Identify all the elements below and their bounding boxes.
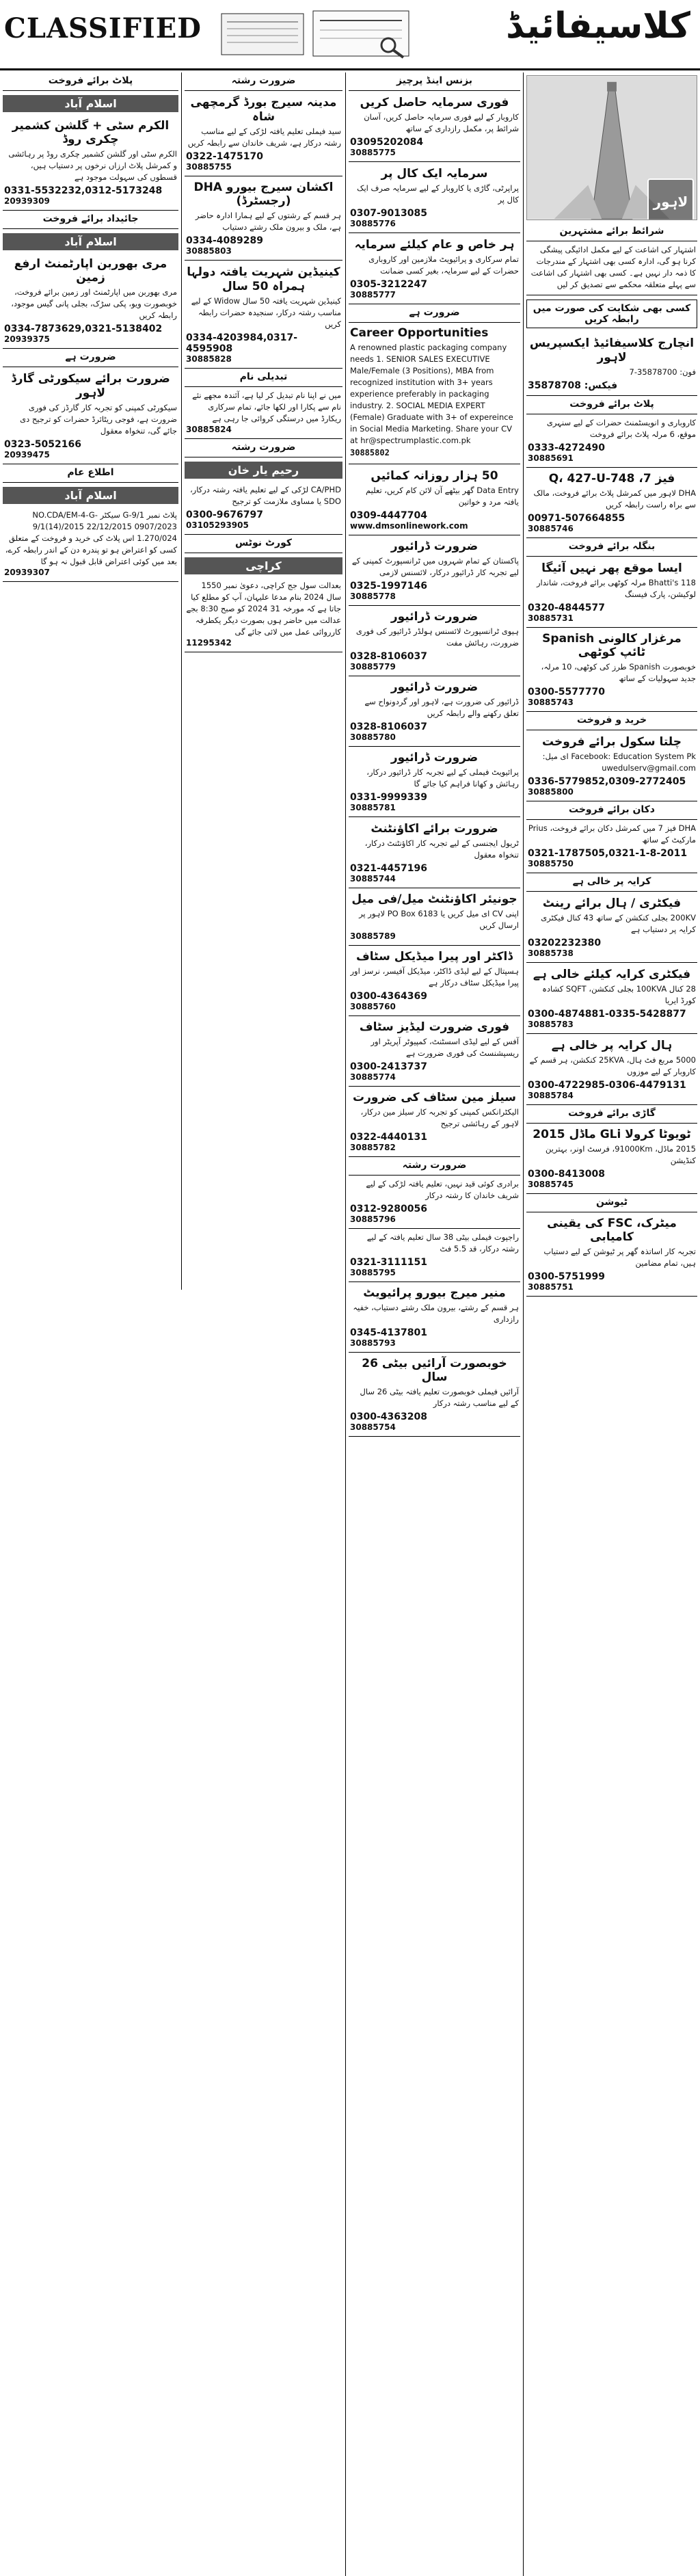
classified-ad [3, 367, 178, 464]
ad-phone: 0321-4457196 [350, 863, 427, 874]
classified-ad [3, 253, 178, 349]
ad-code: 30885783 [528, 1020, 574, 1029]
ad-code: 30885760 [350, 1002, 396, 1011]
city-banner: اسلام آباد [3, 233, 178, 250]
ad-phone: 0300-5577770 [528, 687, 605, 698]
minar-photo [526, 75, 697, 220]
ad-code: 30885751 [528, 1282, 574, 1292]
ad-body: اشتہار کی اشاعت کے لیے مکمل ادائیگی پیشگی کرنا ہو گی، ادارہ کسی بھی اشتہار کے مندرجات کا ذمہ دار نہیں ہے۔ کسی بھی اشتہار کی اشاعت سے پہلے متعلقہ محکمے سے تصدیق کر لیں [530, 245, 696, 289]
ad-code: 30885776 [350, 219, 396, 228]
ad-code: 30885777 [350, 290, 396, 300]
ad-body: بعدالت سول جج کراچی، دعویٰ نمبر 1550 سال 2024 بنام مدعا علیہان، آپ کو مطلع کیا جاتا ہے کہ مورخہ 31 2024 کو صبح 8:30 بجے عدالت میں حاضر ہوں بصورت دیگر یکطرفہ کارروائی عمل میں لائی جائے گی [186, 581, 341, 637]
ad-code: 30885775 [350, 148, 396, 157]
ad-title: ٹویوٹا کرولا GLi ماڈل 2015 [533, 1128, 691, 1141]
ad-body: آرائیں فیملی خوبصورت تعلیم یافتہ بیٹی 26 سال کے لیے مناسب رشتہ درکار [360, 1387, 519, 1408]
ad-phone: 0309-4447704 [350, 510, 427, 521]
ad-body: فون: 35878700-7 [629, 367, 696, 377]
classified-ad [349, 676, 520, 747]
ad-body: الکرم سٹی اور گلشن کشمیر چکری روڈ پر رہائشی و کمرشل پلاٹ ارزاں نرخوں پر دستیاب ہیں، قسطوں کی سہولت موجود ہے [8, 149, 177, 182]
ad-title: ہال کرایہ پر خالی ہے [551, 1039, 673, 1052]
ad-title: جونیئر اکاؤنٹنٹ میل/فی میل [351, 892, 517, 906]
ad-body: DHA فیز 7 میں کمرشل دکان برائے فروخت، Prius مارکیٹ کے ساتھ [528, 823, 696, 845]
ad-title: مرغزار کالونی Spanish ٹائپ کوٹھی [542, 632, 682, 659]
classified-ad [349, 233, 520, 304]
ad-code: 30885796 [350, 1214, 396, 1224]
column-3 [345, 72, 523, 2576]
ad-phone: 0312-9280056 [350, 1204, 427, 1214]
ad-title: فیکٹری / ہال برائے رینٹ [542, 897, 682, 910]
ad-code: 20939475 [4, 450, 50, 460]
classified-ad [349, 817, 520, 888]
ad-phone: 0300-4722985-0306-4479131 [528, 1080, 686, 1091]
section-heading: پلاٹ برائے فروخت [526, 396, 697, 414]
ad-phone: 0320-4844577 [528, 602, 605, 613]
ad-title: ڈاکٹر اور پیرا میڈیکل سٹاف [356, 950, 513, 964]
section-heading: اطلاع عام [3, 464, 178, 483]
masthead-title-urdu: کلاسیفائیڈ [506, 5, 690, 47]
ad-title: انچارج کلاسیفائیڈ ایکسپریس لاہور [529, 336, 695, 364]
section-heading: جائیداد برائے فروخت [3, 211, 178, 229]
classified-ad [349, 1229, 520, 1282]
ad-phone: 0300-2413737 [350, 1061, 427, 1072]
classified-ad [349, 91, 520, 162]
section-heading: ٹیوشن [526, 1194, 697, 1212]
ad-body: کاروبار کے لیے فوری سرمایہ حاصل کریں، آسان شرائط پر، مکمل رازداری کے ساتھ [364, 112, 519, 133]
ad-phone: 0322-1475170 [186, 151, 263, 162]
ad-title: 50 ہزار روزانہ کمائیں [371, 469, 498, 483]
ad-code: 30885793 [350, 1338, 396, 1348]
ad-body: خوبصورت Spanish طرز کی کوٹھی، 10 مرلہ، جدید سہولیات کے ساتھ [541, 662, 696, 683]
classified-ad [349, 1282, 520, 1353]
ad-phone: 0325-1997146 [350, 581, 427, 592]
ad-body: تمام سرکاری و پرائیویٹ ملازمین اور کاروباری حضرات کے لیے سرمایہ، بغیر کسی ضمانت [368, 254, 519, 276]
ad-body: سیکورٹی کمپنی کو تجربہ کار گارڈز کی فوری ضرورت ہے، فوجی ریٹائرڈ حضرات کو ترجیح دی جائے گی، تنخواہ معقول [20, 403, 177, 436]
ad-body: الیکٹرانکس کمپنی کو تجربہ کار سیلز مین درکار، لاہور کے رہائشی ترجیح [360, 1107, 519, 1128]
classified-ad [349, 162, 520, 233]
classified-ad [185, 176, 342, 261]
ad-phone: 0328-8106037 [350, 721, 427, 732]
city-banner: رحیم یار خان [185, 462, 342, 479]
ad-phone: 0336-5779852,0309-2772405 [528, 776, 686, 787]
ad-code: 30885745 [528, 1180, 574, 1189]
ad-phone: 0334-7873629,0321-5138402 [4, 323, 163, 334]
column-4 [523, 72, 700, 2576]
classified-ad [526, 963, 697, 1034]
ad-body: A renowned plastic packaging company needs 1. SENIOR SALES EXECUTIVE Male/Female (3 Positions), MBA from recognized institution with 3+ years experience preferably in packaging industry. 2. SOCIAL MEDIA EXPERT (Female) Graduate with 3+ of expereince in Social Media Marketing. Share your CV at hr@spectrumplastic.com.pk [350, 343, 513, 445]
classified-ad [349, 1087, 520, 1157]
ad-title: ضرورت ڈرائیور [390, 751, 479, 765]
ad-code: 30885755 [186, 162, 232, 172]
ad-phone: 0300-4363208 [350, 1411, 427, 1422]
classified-ad [185, 261, 342, 369]
ad-phone: فیکس: 35878708 [528, 380, 618, 391]
section-heading: دکان برائے فروخت [526, 801, 697, 820]
ad-code: 30885744 [350, 874, 396, 884]
classified-ad [185, 91, 342, 176]
ad-body: پاکستان کے تمام شہروں میں ٹرانسپورٹ کمپنی کے لیے تجربہ کار ڈرائیور درکار، لائسنس لازمی [351, 556, 519, 577]
ad-code: 30885828 [186, 354, 232, 364]
ad-title: الکرم سٹی + گلشن کشمیر چکری روڈ [12, 119, 170, 146]
ad-code: 30885781 [350, 803, 396, 812]
masthead-title-english: CLASSIFIED [4, 12, 202, 44]
ad-code: 30885746 [528, 524, 574, 533]
masthead [0, 0, 700, 70]
ad-title: منیر میرج بیورو پرائیویٹ [363, 1286, 506, 1300]
ad-phone: 0345-4137801 [350, 1327, 427, 1338]
ad-code: 30885780 [350, 732, 396, 742]
ad-body: پراپرٹی، گاڑی یا کاروبار کے لیے سرمایہ صرف ایک کال پر [357, 183, 519, 204]
ad-phone: 0322-4440131 [350, 1132, 427, 1143]
classified-ad [349, 1353, 520, 1437]
ad-title: ہر خاص و عام کیلئے سرمایہ [354, 238, 515, 252]
classified-ad [349, 747, 520, 817]
section-heading: کرایہ پر خالی ہے [526, 873, 697, 892]
ad-title: اکشان سیرج بیورو DHA (رجسٹرڈ) [193, 181, 334, 208]
ad-body: سید فیملی تعلیم یافتہ لڑکی کے لیے مناسب رشتہ درکار ہے، شریف خاندان سے رابطہ کریں [187, 127, 341, 148]
ad-phone: 03202232380 [528, 938, 602, 948]
ad-phone: 03095202084 [350, 137, 424, 148]
classified-ad [526, 468, 697, 538]
classified-ad [349, 888, 520, 946]
ad-body: آفس کے لیے لیڈی اسسٹنٹ، کمپیوٹر آپریٹر اور ریسپشنسٹ کی فوری ضرورت ہے [371, 1037, 519, 1058]
classified-ad [185, 387, 342, 439]
classified-ad [3, 507, 178, 582]
ad-title: چلتا سکول برائے فروخت [542, 735, 682, 749]
ad-code: 30885750 [528, 859, 574, 868]
english-job-ad [349, 323, 520, 464]
ad-title: ضرورت ڈرائیور [390, 610, 479, 624]
ad-phone: 0300-4874881-0335-5428877 [528, 1009, 686, 1020]
ad-body: ہیوی ٹرانسپورٹ لائسنس ہولڈر ڈرائیور کی فوری ضرورت، رہائش مفت [355, 626, 519, 648]
ad-code: 30885779 [350, 662, 396, 672]
ad-body: اپنی CV ای میل کریں یا PO Box 6183 لاہور پر ارسال کریں [359, 909, 519, 930]
ad-phone: 0321-3111151 [350, 1257, 427, 1268]
classified-ad [526, 332, 697, 396]
ad-title: فیکٹری کرایہ کیلئے خالی ہے [533, 968, 691, 981]
classified-ad [526, 820, 697, 873]
ad-body: ہر قسم کے رشتے، بیرون ملک رشتے دستیاب، خفیہ رازداری [353, 1303, 519, 1324]
ad-phone: 0307-9013085 [350, 208, 427, 219]
ad-code: 20939309 [4, 196, 50, 206]
classified-ad [349, 946, 520, 1016]
ad-title: ضرورت برائے اکاؤنٹنٹ [371, 822, 498, 836]
section-heading: ضرورت ہے [3, 349, 178, 367]
classified-ad [526, 414, 697, 468]
classified-ad [185, 577, 342, 652]
ad-code: 30885795 [350, 1268, 396, 1277]
ad-code: 20939375 [4, 334, 50, 344]
ad-code: 30885784 [528, 1091, 574, 1100]
city-banner: کراچی [185, 557, 342, 574]
classified-ad [3, 115, 178, 211]
ad-title: ایسا موقع پھر نہیں آئیگا [541, 561, 682, 575]
city-banner: اسلام آباد [3, 487, 178, 504]
ad-code: 30885803 [186, 246, 232, 256]
ad-code: 30885802 [350, 448, 390, 457]
ad-title: ضرورت ڈرائیور [390, 680, 479, 694]
classified-ad [349, 606, 520, 676]
classified-ad [526, 1212, 697, 1297]
ad-body: ڈرائیور کی ضرورت ہے، لاہور اور گردونواح سے تعلق رکھنے والے رابطہ کریں [364, 697, 519, 718]
classified-ad [349, 535, 520, 606]
ad-body: ہر قسم کے رشتوں کے لیے ہمارا ادارہ حاضر ہے، ملک و بیرون ملک رشتے دستیاب [195, 211, 341, 232]
ad-body: 2015 ماڈل، 91000Km، فرسٹ اونر، بہترین کنڈیشن [546, 1144, 696, 1165]
ad-title: مری بھوربن اپارٹمنٹ ارفع زمین [14, 257, 167, 284]
section-heading: گاڑی برائے فروخت [526, 1105, 697, 1124]
ad-body: ٹریول ایجنسی کے لیے تجربہ کار اکاؤنٹنٹ درکار، تنخواہ معقول [364, 838, 519, 860]
section-heading: ضرورت رشتہ [349, 1157, 520, 1176]
ad-title: فیز 7، 748-Q، 427-U [548, 472, 675, 486]
column-1 [0, 72, 181, 1290]
classified-ad [526, 730, 697, 801]
ad-code: 30885824 [186, 425, 232, 434]
ad-body: مری بھوربن میں اپارٹمنٹ اور زمین برائے فروخت، خوبصورت ویو، پکی سڑک، بجلی پانی گیس موجود، رابطہ کریں [11, 287, 177, 320]
newspaper-stack-icon [217, 7, 416, 60]
ad-phone: 0300-4364369 [350, 991, 427, 1002]
section-heading: کورٹ نوٹس [185, 535, 342, 553]
ad-body: پلاٹ نمبر G-9/1 سیکٹر NO.CDA/EM-4-G-9/1(14)/2015 22/12/2015 0907/2023 1.270/024 اس پلاٹ کی خرید و فروخت کے متعلق کسی کو اعتراض ہو تو پندرہ دن کے اندر رابطہ کرے، بعد میں کوئی اعتراض قابل قبول نہ ہو گا [5, 510, 177, 566]
ad-phone: 0321-1787505,0321-1-8-2011 [528, 848, 688, 859]
notice-box: کسی بھی شکایت کی صورت میں رابطہ کریں [526, 300, 697, 328]
classified-ad [349, 464, 520, 535]
ad-code: 30885743 [528, 698, 574, 707]
section-heading: بنگلہ برائے فروخت [526, 538, 697, 557]
ad-title: میٹرک، FSC کی یقینی کامیابی [547, 1217, 677, 1244]
ad-title: فوری سرمایہ حاصل کریں [360, 96, 509, 109]
ad-body: Facebook: Education System Pk ای میل: uwedulserv@gmail.com [542, 752, 696, 773]
ad-title: سیلز مین سٹاف کی ضرورت [353, 1091, 516, 1104]
ad-body: 5000 مربع فٹ ہال، 25KVA کنکشن، ہر قسم کے کاروبار کے لیے موزوں [529, 1055, 696, 1076]
ad-title: Career Opportunities [350, 326, 489, 340]
ad-body: Bhatti's 118 مرلہ کوٹھی برائے فروخت، شاندار لوکیشن، پارک فیسنگ [536, 578, 696, 599]
classified-ad [349, 1176, 520, 1229]
photo-city-label: لاہور [647, 178, 694, 220]
classified-ad [349, 1016, 520, 1087]
ad-code: 30885754 [350, 1422, 396, 1432]
ad-title: ضرورت ڈرائیور [390, 540, 479, 553]
ad-code: 03105293905 [186, 520, 249, 530]
ad-code: www.dmsonlinework.com [350, 521, 468, 531]
ad-body: پرائیویٹ فیملی کے لیے تجربہ کار ڈرائیور درکار، رہائش و کھانا فراہم کیا جائے گا [366, 767, 519, 788]
section-heading: شرائط برائے مشتہرین [526, 223, 697, 241]
ad-code: 30885774 [350, 1072, 396, 1082]
ad-body: میں نے اپنا نام تبدیل کر لیا ہے، آئندہ مجھے نئے نام سے پکارا اور لکھا جائے، تمام سرکاری ریکارڈ میں درستگی کروائی جا رہی ہے [192, 390, 341, 423]
ad-body: 28 کنال 100KVA بجلی کنکشن، SQFT کشادہ کورڈ ایریا [542, 984, 696, 1005]
ad-code: 30885789 [350, 931, 396, 941]
ad-title: کینیڈین شہریت یافتہ دولہا ہمراہ 50 سال [187, 265, 340, 293]
ad-body: کینیڈین شہریت یافتہ 50 سال Widow کے لیے مناسب رشتہ درکار، سنجیدہ حضرات رابطہ کریں [191, 296, 341, 329]
ad-body: کاروباری و انویسٹمنٹ حضرات کے لیے سنہری موقع، 6 مرلہ پلاٹ برائے فروخت [546, 418, 696, 439]
classified-ad [526, 892, 697, 963]
ad-phone: 0331-5532232,0312-5173248 [4, 185, 163, 196]
ad-code: 30885778 [350, 592, 396, 601]
ad-title: خوبصورت آرائیں بیٹی 26 سال [362, 1357, 507, 1384]
ad-code: 30885738 [528, 948, 574, 958]
ad-body: 200KV بجلی کنکشن کے ساتھ 43 کنال فیکٹری کرایہ پر دستیاب ہے [541, 913, 696, 934]
section-heading: پلاٹ برائے فروخت [3, 72, 178, 91]
ad-phone: 0323-5052166 [4, 439, 81, 450]
classified-ad [185, 481, 342, 535]
section-heading: تبدیلی نام [185, 369, 342, 387]
section-heading: ضرورت رشتہ [185, 439, 342, 457]
ad-body: تجربہ کار اساتذہ گھر پر ٹیوشن کے لیے دستیاب ہیں، تمام مضامین [543, 1247, 696, 1268]
ad-phone: 0334-4203984,0317-4595908 [186, 332, 298, 354]
classified-ad [526, 1034, 697, 1105]
ad-code: 30885691 [528, 453, 574, 463]
classified-ad [526, 1124, 697, 1194]
ad-code: 30885731 [528, 613, 574, 623]
ad-phone: 0300-5751999 [528, 1271, 605, 1282]
section-heading: خرید و فروخت [526, 712, 697, 730]
ad-phone: 0328-8106037 [350, 651, 427, 662]
classified-ad [526, 557, 697, 628]
ad-code: 11295342 [186, 638, 232, 648]
ad-phone: 0300-9676797 [186, 509, 263, 520]
ad-body: راجپوت فیملی بیٹی 38 سال تعلیم یافتہ کے لیے رشتہ درکار، قد 5.5 فٹ [366, 1232, 519, 1253]
ad-body: DHA لاہور میں کمرشل پلاٹ برائے فروخت، مالک سے براہ راست رابطہ کریں [533, 488, 696, 509]
ad-code: 20939307 [4, 568, 50, 577]
ad-phone: 00971-507664855 [528, 513, 625, 524]
ad-phone: 0305-3212247 [350, 279, 427, 290]
classified-ad [526, 241, 697, 295]
ad-title: ضرورت برائے سیکورٹی گارڈ لاہور [11, 372, 170, 400]
ad-title: مدینہ سیرج بورڈ گرمچھی شاہ [190, 96, 337, 124]
ad-code: 30885782 [350, 1143, 396, 1152]
classified-ad [526, 628, 697, 712]
ad-title: فوری ضرورت لیڈیز سٹاف [359, 1020, 510, 1034]
ad-body: Data Entry گھر بیٹھے آن لائن کام کریں، تعلیم یافتہ مرد و خواتین [365, 486, 519, 507]
section-heading: ضرورت رشتہ [185, 72, 342, 91]
ad-body: CA/PHD لڑکی کے لیے تعلیم یافتہ رشتہ درکار، SDO یا مساوی ملازمت کو ترجیح [189, 485, 341, 506]
section-heading: ضرورت ہے [349, 304, 520, 323]
ad-body: ہسپتال کے لیے لیڈی ڈاکٹر، میڈیکل آفیسر، نرسز اور پیرا میڈیکل سٹاف درکار ہے [350, 966, 519, 987]
ad-body: برادری کوئی قید نہیں، تعلیم یافتہ لڑکی کے لیے شریف خاندان کا رشتہ درکار [366, 1179, 519, 1200]
ad-phone: 0333-4272490 [528, 442, 605, 453]
city-banner: اسلام آباد [3, 95, 178, 112]
ad-title: سرمایہ ایک کال پر [381, 167, 488, 181]
column-2 [181, 72, 345, 1290]
ad-code: 30885800 [528, 787, 574, 797]
ad-phone: 0331-9999339 [350, 792, 427, 803]
ad-phone: 0300-8413008 [528, 1169, 605, 1180]
ad-phone: 0334-4089289 [186, 235, 263, 246]
section-heading: بزنس اینڈ پرچیز [349, 72, 520, 91]
